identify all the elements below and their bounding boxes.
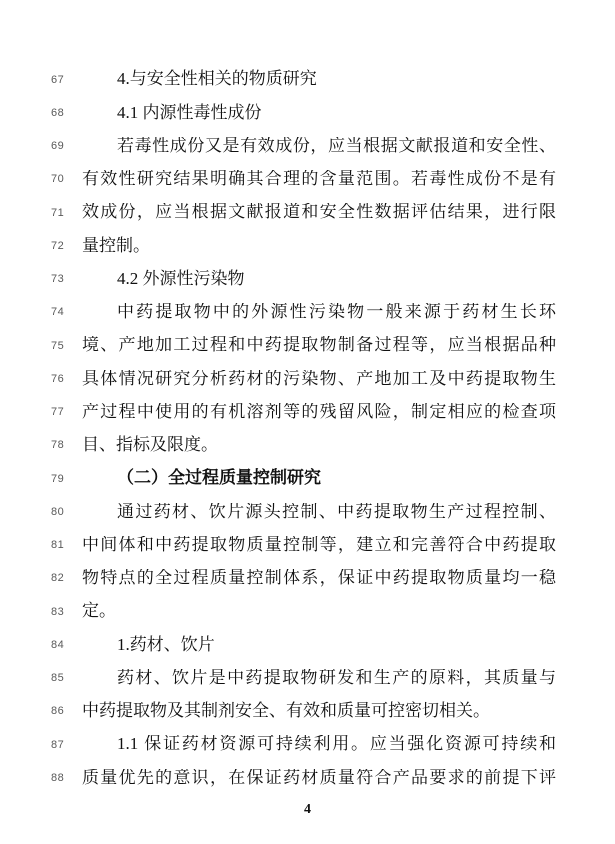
line-number: 80 [51, 505, 65, 518]
line-text: 药材、饮片是中药提取物研发和生产的原料，其质量与 [117, 668, 556, 687]
line-text: 量控制。 [82, 235, 150, 255]
line-number: 72 [51, 239, 65, 252]
document-line [0, 529, 615, 562]
line-number: 69 [51, 140, 65, 153]
line-number: 81 [51, 539, 65, 552]
line-text: 目、指标及限度。 [82, 435, 218, 455]
line-number: 88 [51, 771, 65, 784]
line-text: 4.与安全性相关的物质研究 [117, 69, 317, 89]
line-number: 85 [51, 672, 65, 685]
document-line [0, 63, 615, 96]
line-number: 83 [51, 605, 65, 618]
line-text: 中药提取物及其制剂安全、有效和质量可控密切相关。 [82, 701, 490, 721]
document-line [0, 229, 615, 262]
line-number: 70 [51, 173, 65, 186]
document-line [0, 196, 615, 229]
line-number: 84 [51, 638, 65, 651]
line-text: 效成份，应当根据文献报道和安全性数据评估结果，进行限 [82, 203, 556, 222]
line-number: 87 [51, 738, 65, 751]
document-body [0, 63, 615, 795]
line-text: 通过药材、饮片源头控制、中药提取物生产过程控制、 [117, 502, 556, 521]
line-number: 75 [51, 339, 65, 352]
document-line [0, 130, 615, 163]
page-number: 4 [304, 802, 311, 817]
line-number: 77 [51, 406, 65, 419]
document-line [0, 163, 615, 196]
line-number: 71 [51, 206, 65, 219]
document-line [0, 429, 615, 462]
line-text: 1.药材、饮片 [117, 634, 215, 654]
line-text: 中间体和中药提取物质量控制等，建立和完善符合中药提取 [82, 535, 556, 554]
document-line [0, 562, 615, 595]
line-text: 4.2 外源性污染物 [117, 268, 245, 288]
line-number: 82 [51, 572, 65, 585]
line-number: 86 [51, 705, 65, 718]
document-line [0, 662, 615, 695]
line-number: 74 [51, 306, 65, 319]
line-text: 境、产地加工过程和中药提取物制备过程等，应当根据品种 [82, 336, 556, 355]
document-line [0, 296, 615, 329]
line-text: 1.1 保证药材资源可持续利用。应当强化资源可持续和 [117, 735, 556, 754]
line-text: 定。 [82, 601, 116, 621]
line-number: 79 [51, 472, 65, 485]
document-line [0, 263, 615, 296]
line-text: （二）全过程质量控制研究 [117, 468, 321, 488]
line-text: 质量优先的意识，在保证药材质量符合产品要求的前提下评 [82, 768, 556, 787]
line-text: 若毒性成份又是有效成份，应当根据文献报道和安全性、 [117, 136, 556, 155]
line-text: 物特点的全过程质量控制体系，保证中药提取物质量均一稳 [82, 569, 556, 588]
document-line [0, 96, 615, 129]
line-text: 4.1 内源性毒性成份 [117, 102, 262, 122]
document-line [0, 362, 615, 395]
document-line [0, 595, 615, 628]
line-text: 中药提取物中的外源性污染物一般来源于药材生长环 [117, 303, 556, 322]
document-line [0, 462, 615, 495]
document-line [0, 396, 615, 429]
line-number: 68 [51, 106, 65, 119]
document-line [0, 329, 615, 362]
line-number: 78 [51, 439, 65, 452]
document-line [0, 695, 615, 728]
document-line [0, 628, 615, 661]
document-line [0, 761, 615, 794]
line-number: 73 [51, 273, 65, 286]
line-number: 76 [51, 372, 65, 385]
line-text: 具体情况研究分析药材的污染物、产地加工及中药提取物生 [82, 369, 556, 388]
line-text: 有效性研究结果明确其合理的含量范围。若毒性成份不是有 [82, 170, 556, 189]
line-number: 67 [51, 73, 65, 86]
document-line [0, 495, 615, 528]
line-text: 产过程中使用的有机溶剂等的残留风险，制定相应的检查项 [82, 402, 556, 421]
document-line [0, 728, 615, 761]
